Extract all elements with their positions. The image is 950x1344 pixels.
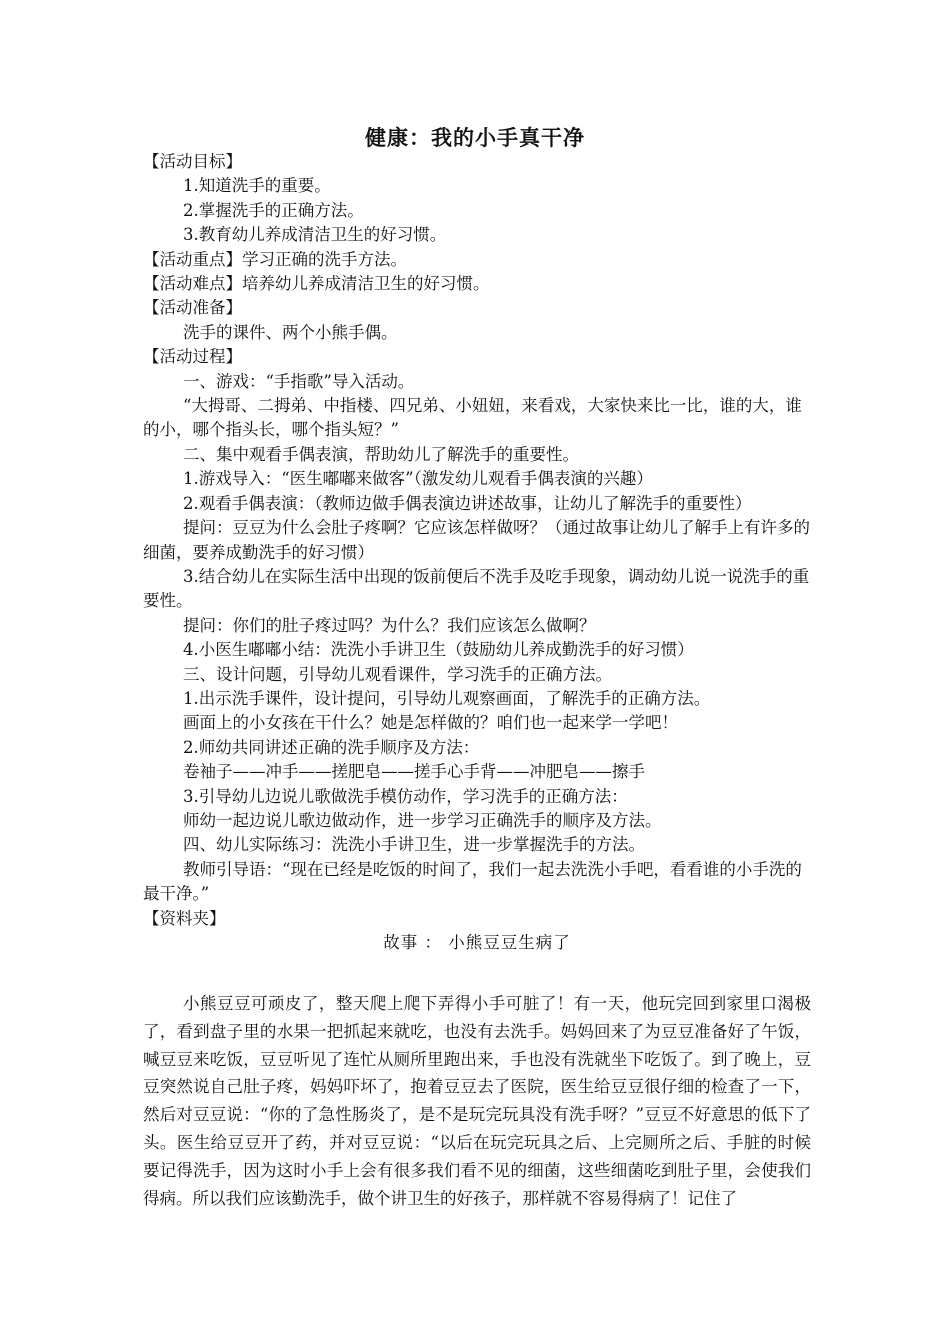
paragraph: 提问：你们的肚子疼过吗？为什么？我们应该怎么做啊？ (183, 615, 596, 635)
document-body (143, 150, 811, 955)
paragraph: 三、设计问题，引导幼儿观看课件，学习洗手的正确方法。 (183, 664, 612, 684)
story-text (143, 990, 811, 1212)
paragraph: 1.出示洗手课件，设计提问，引导幼儿观察画面，了解洗手的正确方法。 (183, 688, 711, 708)
paragraph: 2.观看手偶表演：（教师边做手偶表演边讲述故事，让幼儿了解洗手的重要性） (183, 493, 752, 513)
paragraph: 3.教育幼儿养成清洁卫生的好习惯。 (183, 225, 447, 245)
paragraph: 3.结合幼儿在实际生活中出现的饭前便后不洗手及吃手现象，调动幼儿说一说洗手的重要性。 (143, 566, 810, 611)
paragraph: 四、幼儿实际练习：洗洗小手讲卫生，进一步掌握洗手的方法。 (183, 835, 645, 855)
paragraph: 卷袖子——冲手——搓肥皂——搓手心手背——冲肥皂——擦手 (183, 762, 645, 782)
paragraph: 提问：豆豆为什么会肚子疼啊？它应该怎样做呀？（通过故事让幼儿了解手上有许多的细菌，要养成勤洗手的好习惯） (143, 518, 810, 562)
paragraph: 4.小医生嘟嘟小结：洗洗小手讲卫生（鼓励幼儿养成勤洗手的好习惯） (183, 640, 694, 660)
section-heading-goals: 【活动目标】 (143, 152, 242, 171)
story-title: 故事 ： 小熊豆豆生病了 (383, 933, 571, 952)
section-heading-difficulties: 【活动难点】培养幼儿养成清洁卫生的好习惯。 (143, 274, 490, 294)
story-paragraph: 小熊豆豆可顽皮了，整天爬上爬下弄得小手可脏了！有一天，他玩完回到家里口渴极了，看到盘子里的水果一把抓起来就吃，也没有去洗手。妈妈回来了为豆豆准备好了午饭，喊豆豆来吃饭，豆豆听见了连忙从厕所里跑出来，手也没有洗就坐下吃饭了。到了晚上，豆豆突然说自己肚子疼，妈妈吓坏了，抱着豆豆去了医院，医生给豆豆很仔细的检查了一下，然后对豆豆说：“你的了急性肠炎了，是不是玩完玩具没有洗手呀？”豆豆不好意思的低下了头。医生给豆豆开了药，并对豆豆说：“以后在玩完玩具之后、上完厕所之后、手脏的时候要记得洗手，因为这时小手上会有很多我们看不见的细菌，这些细菌吃到肚子里，会使我们得病。所以我们应该勤洗手，做个讲卫生的好孩子，那样就不容易得病了！记住了 (143, 994, 811, 1208)
paragraph: 3.引导幼儿边说儿歌做洗手模仿动作，学习洗手的正确方法： (183, 786, 628, 806)
paragraph: 2.掌握洗手的正确方法。 (183, 200, 364, 220)
section-heading-preparation: 【活动准备】 (143, 298, 242, 318)
section-heading-process: 【活动过程】 (143, 347, 242, 367)
paragraph: 教师引导语：“现在已经是吃饭的时间了，我们一起去洗洗小手吧，看看谁的小手洗的最干净。” (143, 859, 802, 904)
section-heading-resources: 【资料夹】 (143, 908, 226, 928)
document-title: 健康：我的小手真干净 (365, 126, 585, 150)
paragraph: 一、游戏：“手指歌”导入活动。 (183, 371, 415, 391)
paragraph: “大拇哥、二拇弟、中指楼、四兄弟、小妞妞，来看戏，大家快来比一比，谁的大，谁的小，哪个指头长，哪个指头短？” (143, 396, 802, 440)
section-heading-key-points: 【活动重点】学习正确的洗手方法。 (143, 249, 407, 269)
paragraph: 画面上的小女孩在干什么？她是怎样做的？咱们也一起来学一学吧！ (183, 713, 678, 733)
paragraph: 2.师幼共同讲述正确的洗手顺序及方法： (183, 737, 480, 757)
paragraph: 洗手的课件、两个小熊手偶。 (183, 322, 398, 342)
paragraph: 二、集中观看手偶表演，帮助幼儿了解洗手的重要性。 (183, 444, 579, 464)
paragraph: 师幼一起边说儿歌边做动作，进一步学习正确洗手的顺序及方法。 (183, 810, 662, 830)
paragraph: 1.游戏导入：“医生嘟嘟来做客”（激发幼儿观看手偶表演的兴趣） (183, 469, 653, 489)
paragraph: 1.知道洗手的重要。 (183, 176, 331, 196)
